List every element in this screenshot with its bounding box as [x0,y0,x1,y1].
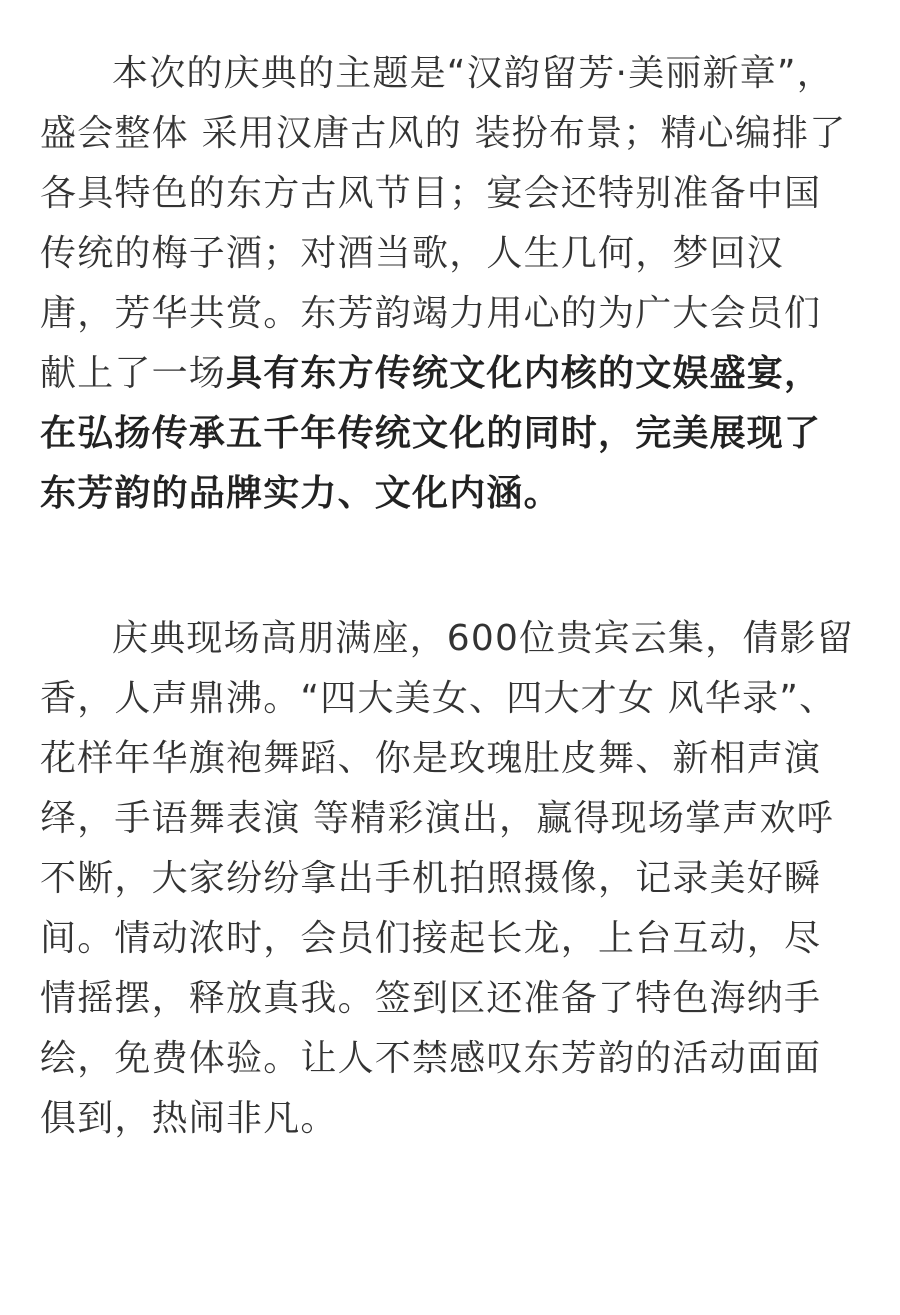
paragraph-celebration-scene [40,609,870,1149]
text-line: 献上了一场具有东方传统文化内核的文娱盛宴， [40,353,822,394]
text-line: 绘，免费体验。让人不禁感叹东芳韵的活动面面 [40,1038,822,1079]
text-line: 花样年华旗袍舞蹈、你是玫瑰肚皮舞、新相声演 [40,738,822,779]
paragraph-celebration-theme [40,44,870,524]
bold-text: 具有东方传统文化内核的文娱盛宴， [226,353,822,394]
text-line: 俱到，热闹非凡。 [40,1098,338,1139]
text-line: 不断，大家纷纷拿出手机拍照摄像，记录美好瞬 [40,858,822,899]
text-line: 情摇摆，释放真我。签到区还准备了特色海纳手 [40,978,822,1019]
text-line: 盛会整体 采用汉唐古风的 装扮布景；精心编排了 [40,113,847,154]
text-line: 香，人声鼎沸。“四大美女、四大才女 风华录”、 [40,678,837,719]
text-line: 各具特色的东方古风节目；宴会还特别准备中国 [40,173,822,214]
article-body [40,44,870,1149]
text-line [40,464,870,524]
bold-text: 在弘扬传承五千年传统文化的同时，完美展现了 [40,413,822,454]
text-line [40,404,870,464]
text-line: 唐，芳华共赏。东芳韵竭力用心的为广大会员们 [40,293,822,334]
text-line: 传统的梅子酒；对酒当歌，人生几何，梦回汉 [40,233,785,274]
bold-text: 东芳韵的品牌实力、文化内涵。 [40,473,561,514]
text-line: 庆典现场高朋满座，600位贵宾云集，倩影留 [112,618,854,659]
paragraph-spacer [40,524,870,609]
text-line: 间。情动浓时，会员们接起长龙，上台互动，尽 [40,918,822,959]
text-line: 本次的庆典的主题是“汉韵留芳·美丽新章”， [112,53,834,94]
text-line: 绎，手语舞表演 等精彩演出，赢得现场掌声欢呼 [40,798,834,839]
